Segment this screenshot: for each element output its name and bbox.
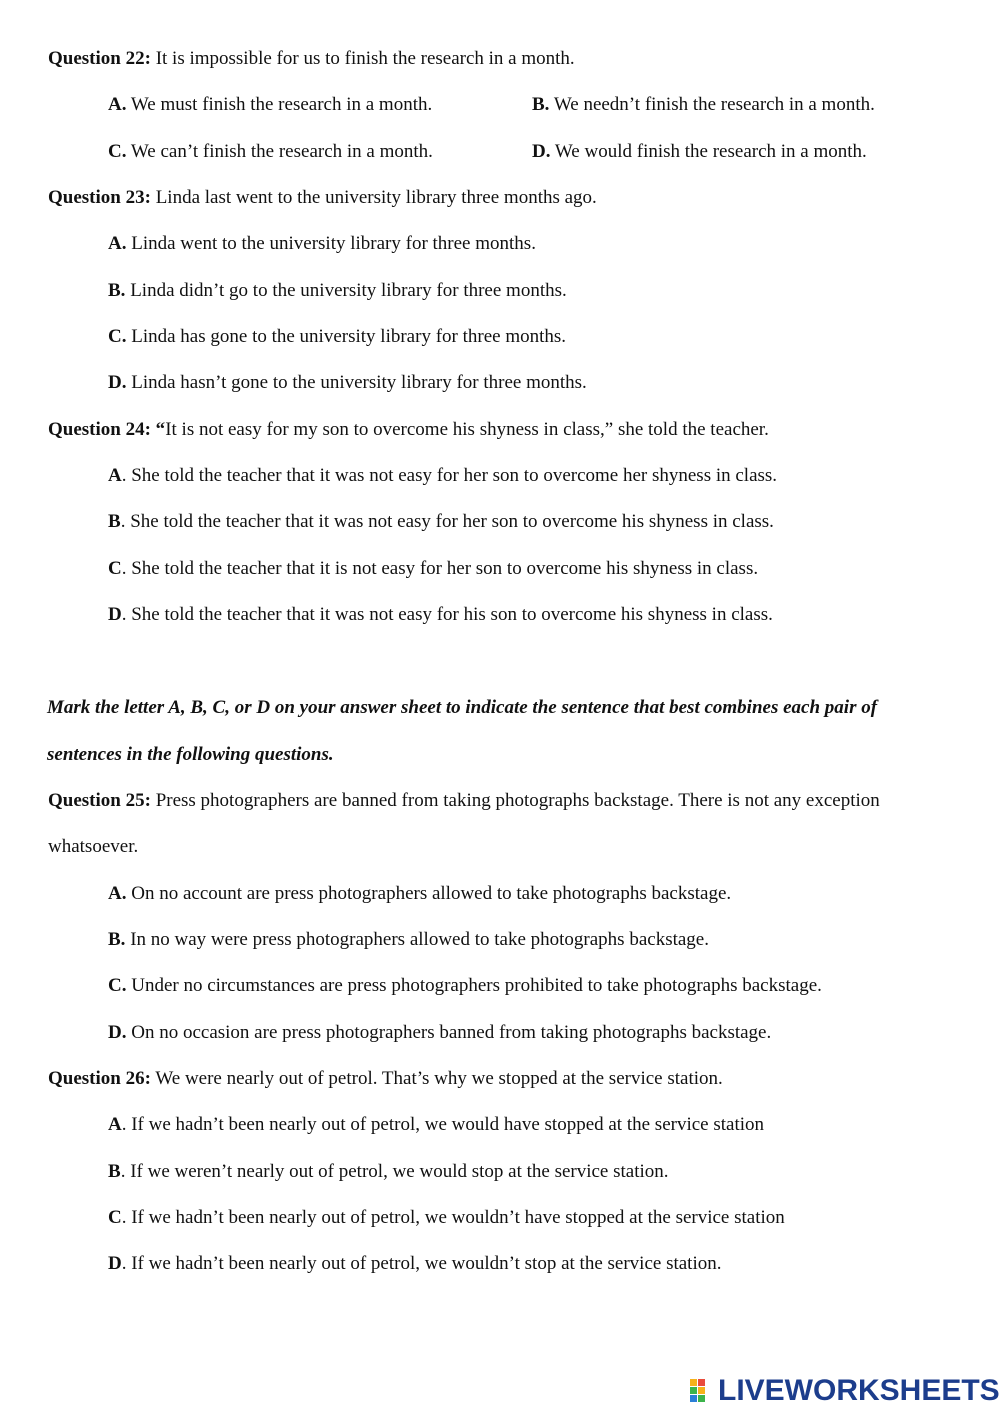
question-24-option-d[interactable] [108,604,773,626]
question-22-stem [48,48,575,70]
option-letter: C [108,558,122,579]
question-text: It is impossible for us to finish the research in a month. [150,48,575,69]
option-letter: A. [108,94,127,115]
option-text: . If we hadn’t been nearly out of petrol, we wouldn’t have stopped at the service station [121,1207,785,1228]
question-26-option-a[interactable] [108,1114,764,1136]
question-24-stem [48,419,769,441]
option-letter: D [108,604,122,625]
instruction-line-2: sentences in the following questions. [47,744,334,765]
option-text: . If we hadn’t been nearly out of petrol, we would have stopped at the service station [121,1114,765,1135]
liveworksheets-logo-icon [690,1379,714,1403]
option-letter: A [108,465,122,486]
option-text: In no way were press photographers allowed to take photographs backstage. [125,929,709,950]
option-letter: C [108,1207,122,1228]
option-letter: C. [108,141,127,162]
question-22-option-a[interactable] [108,94,432,116]
question-25-option-b[interactable] [108,929,709,951]
question-25-option-c[interactable] [108,975,822,997]
option-text: Linda went to the university library for three months. [126,233,536,254]
option-text: . She told the teacher that it is not easy for her son to overcome his shyness in class. [121,558,759,579]
option-letter: D. [532,141,551,162]
option-text: On no occasion are press photographers banned from taking photographs backstage. [126,1022,772,1043]
option-letter: D [108,1253,122,1274]
question-23-stem [48,187,597,209]
option-letter: B. [108,929,126,950]
option-text: . If we weren’t nearly out of petrol, we would stop at the service station. [120,1161,669,1182]
option-text: Under no circumstances are press photographers prohibited to take photographs backstage. [126,975,822,996]
question-text: Linda last went to the university library three months ago. [150,187,597,208]
question-26-option-c[interactable] [108,1207,785,1229]
question-text: Press photographers are banned from taking photographs backstage. There is not any exception [150,790,880,811]
question-25-option-d[interactable] [108,1022,771,1044]
question-23-option-c[interactable] [108,326,566,348]
option-letter: B. [532,94,550,115]
option-letter: D. [108,372,127,393]
question-26-stem [48,1068,723,1090]
option-text: . She told the teacher that it was not easy for his son to overcome his shyness in class. [121,604,773,625]
question-24-option-c[interactable] [108,558,758,580]
option-text: Linda has gone to the university library for three months. [126,326,567,347]
question-label: Question 24: “ [48,419,166,440]
option-text: . She told the teacher that it was not easy for her son to overcome his shyness in class. [120,511,774,532]
option-text: On no account are press photographers allowed to take photographs backstage. [126,883,732,904]
question-25-stem-continued: whatsoever. [48,836,139,857]
question-label: Question 25: [48,790,151,811]
question-text: We were nearly out of petrol. That’s why we stopped at the service station. [150,1068,723,1089]
option-text: We can’t finish the research in a month. [126,141,433,162]
option-letter: C. [108,975,127,996]
question-26-option-b[interactable] [108,1161,669,1183]
option-letter: A. [108,883,127,904]
option-letter: A. [108,233,127,254]
option-letter: B [108,1161,121,1182]
option-text: We would finish the research in a month. [550,141,867,162]
question-label: Question 26: [48,1068,151,1089]
question-25-option-a[interactable] [108,883,731,905]
option-text: We must finish the research in a month. [126,94,433,115]
liveworksheets-logo-text: LIVEWORKSHEETS [718,1374,1000,1407]
question-24-option-a[interactable] [108,465,777,487]
option-text: . She told the teacher that it was not easy for her son to overcome her shyness in class. [121,465,778,486]
question-22-option-d[interactable] [532,141,867,163]
instruction-line-1: Mark the letter A, B, C, or D on your answer sheet to indicate the sentence that best combines each pair of [47,697,878,718]
question-23-option-b[interactable] [108,280,567,302]
option-text: We needn’t finish the research in a month. [549,94,875,115]
option-letter: C. [108,326,127,347]
question-26-option-d[interactable] [108,1253,721,1275]
question-23-option-a[interactable] [108,233,536,255]
question-label: Question 22: [48,48,151,69]
question-25-stem [48,790,880,812]
option-letter: D. [108,1022,127,1043]
option-letter: B [108,511,121,532]
question-22-option-c[interactable] [108,141,433,163]
option-letter: B. [108,280,126,301]
question-text: It is not easy for my son to overcome his shyness in class,” she told the teacher. [165,419,769,440]
option-text: Linda hasn’t gone to the university library for three months. [126,372,587,393]
question-24-option-b[interactable] [108,511,774,533]
option-text: . If we hadn’t been nearly out of petrol, we wouldn’t stop at the service station. [121,1253,722,1274]
liveworksheets-logo[interactable] [690,1374,1000,1408]
question-label: Question 23: [48,187,151,208]
option-text: Linda didn’t go to the university library for three months. [125,280,567,301]
question-23-option-d[interactable] [108,372,587,394]
option-letter: A [108,1114,122,1135]
question-22-option-b[interactable] [532,94,875,116]
